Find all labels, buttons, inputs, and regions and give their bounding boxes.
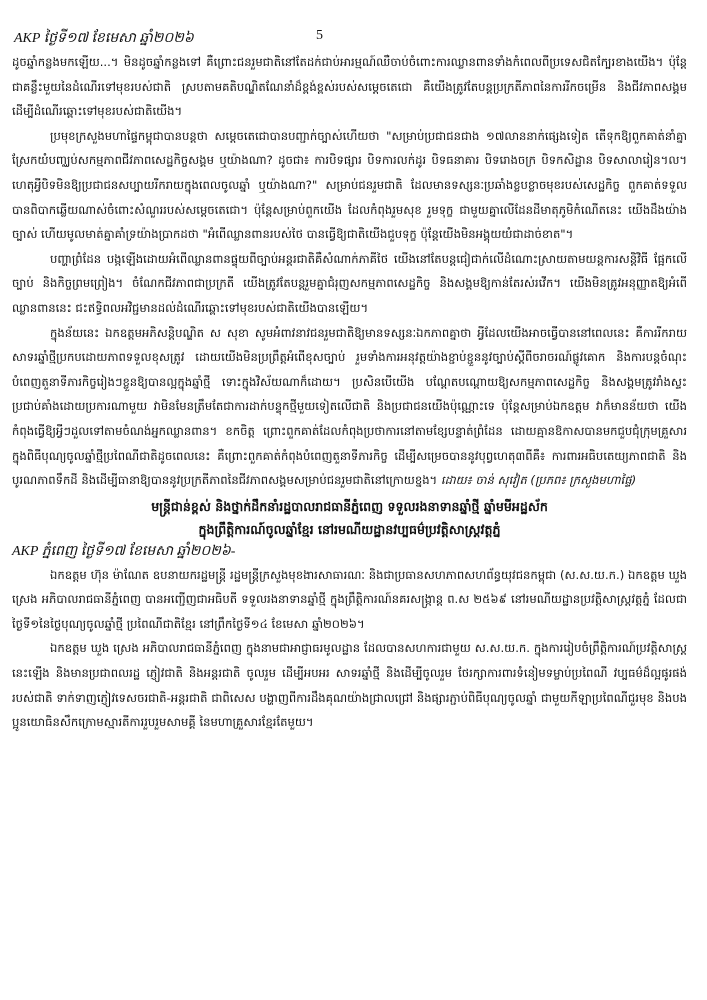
article-paragraph: ឯកឧត្តម ឃួង ស្រេង អភិបាលរាជធានីភ្នំពេញ ក្នុងនាមជាអាជ្ញាធរមូលដ្ឋាន ដែលបានសហការជាមួយ ស.ស.យ.ក. ក្នុងការរៀបចំព្រឹត្តិការណ៍ប្រវត្តិសាស្ត្រនេះឡើង និងមានប្រជាពលរដ្ឋ ភ្ញៀវជាតិ និងអន្តរជាតិ ចូលរួម ដើម្បីអបអរ សាទរឆ្នាំថ្មី និងដើម្បីចូលរួម ថែរក្សាការពារទំនៀមទម្លាប់ប្រពៃណី វប្បធម៌ដ៏ល្អផូរផង់របស់ជាតិ ទាក់ទាញភ្ញៀវទេសចរជាតិ-អន្តរជាតិ ជាពិសេស បង្ហាញពីការដឹងគុណយ៉ាងជ្រាលជ្រៅ និងផ្សារភ្ជាប់ពិធីបុណ្យចូលឆ្នាំ ជាមួយកីឡាប្រពៃណីជួរមុខ និងបងប្អូនយោធិនសឹកក្រោមស្មារតីការរួបរួមសាមគ្គី នៃមហាគ្រួសារខ្មែរតែមួយ។	[12, 641, 687, 730]
article-paragraph: ដូចឆ្នាំកន្លងមកឡើយ...។ មិនដូចឆ្នាំកន្លងទៅ គឺព្រោះជនរួមជាតិនៅតែដក់ជាប់អារម្មណ៍ឈឺចាប់ចំពោះការឈ្លានពានទាំងកំពេលពីប្រទេសជិតក្បែរខាងយើង។ ប៉ុន្តែជាគន្លឹះមួយនៃដំណើរទៅមុខរបស់ជាតិ ស្របតាមគតិបណ្ឌិតណែនាំដ៏ខ្ពង់ខ្ពស់របស់សម្តេចតេជោ គឺយើងត្រូវតែបន្តប្រក្រតីភាពនៃការរីកចម្រើន និងជីវភាពសង្គម ដើម្បីដំណើរឆ្ពោះទៅមុខរបស់ជាតិយើង។	[12, 55, 687, 119]
page-number: 5	[316, 28, 323, 43]
article-paragraph-text: ក្នុងន័យនេះ ឯកឧត្តមអភិសន្តិបណ្ឌិត ស សុខា សូមអំពាវនាវជនរួមជាតិឱ្យមានទស្សនៈឯកភាពគ្នាថា អ្វីដែលយើងអាចធ្វើបាននៅពេលនេះ គឺការរីករាយសាទរឆ្នាំថ្មីប្រកបដោយភាពទទួលខុសត្រូវ ដោយយើងមិនប្រព្រឹត្តអំពើខុសច្បាប់ រួមទាំងការអនុវត្តយ៉ាងខ្ជាប់ខ្ជួននូវច្បាប់ស្តីពីចរាចរណ៍ផ្លូវគោក និងការបន្តចំណុះបំពេញតួនាទីភារកិច្ចរៀងៗខ្លួនឱ្យបានល្អក្នុងឆ្នាំថ្មី ទោះក្នុងវិស័យណាក៏ដោយ។ ប្រសិនបើយើង បណ្តែតបណ្តោយឱ្យសកម្មភាពសេដ្ឋកិច្ច និងសង្គមត្រូវរាំងស្ទះ ប្រជាប់គាំងដោយប្រការណាមួយ វាមិនមែនត្រឹមតែជាការដាក់បន្ទុកថ្មីមួយទៀតលើជាតិ និងប្រជាជនយើងប៉ុណ្ណោះទេ ប៉ុន្តែសម្រាប់ឯកឧត្តម វាក៏មានន័យថា យើងកំពុងធ្វើឱ្យអ្វីៗដួលទៅតាមចំណង់អ្នកឈ្លានពាន។ ខកចិត្ត ព្រោះពួកគាត់ដែលកំពុងប្រថាការនៅតាមខ្សែបន្ទាត់ព្រំដែន ដោយគ្មានឱកាសបានមកជួបជុំក្រុមគ្រួសារក្នុងពិធីបុណ្យចូលឆ្នាំថ្មីប្រពៃណីជាតិដូចពេលនេះ គឺព្រោះពួកគាត់កំពុងបំពេញតួនាទីភារកិច្ច ដើម្បីសម្រេចបាននូវបុព្វហេតុ៣ពីគឺ៖ ការពារអធិបតេយ្យភាពជាតិ និងបូរណភាពទឹកដី និងដើម្បីធានាឱ្យបាននូវប្រក្រតីភាពនៃជីវភាពសង្គមសម្រាប់ជនរួមជាតិនៅក្រោយខ្នង។	[12, 325, 687, 488]
article-paragraph: បញ្ហាព្រំដែន បង្កឡើងដោយអំពើឈ្លានពានផ្ទុយពីច្បាប់អន្តរជាតិគឺសំណាក់ភាគីថៃ យើងនៅតែបន្តជៀជាក់លើដំណោះស្រាយតាមយន្តការសន្តិវិធី ផ្អែកលើច្បាប់ និងកិច្ចព្រមព្រៀង។ ចំណែកជីវភាពជាប្រក្រតី យើងត្រូវតែបន្តរួមគ្នាជំរុញសកម្មភាពសេដ្ឋកិច្ច និងសង្គមឱ្យកាន់តែរស់រវើក។ យើងមិនត្រូវអនុញ្ញាតឱ្យអំពើឈ្លានពាននេះ ជះឥទ្ធិពលអវិជ្ជមានដល់ដំណើរឆ្ពោះទៅមុខរបស់ជាតិយើងបានឡើយ។	[12, 251, 687, 315]
article-byline: ដោយ៖ ចាន់ សុវៀត (ប្រភព៖ ក្រសួងមហាផ្ទៃ)	[440, 473, 637, 488]
page-header	[12, 28, 687, 50]
article-paragraph	[12, 321, 687, 493]
source-dateline: AKP ថ្ងៃទី១៧ ខែមេសា ឆ្នាំ២០២៦	[14, 31, 194, 46]
article-2-headline	[12, 495, 687, 541]
headline-line-1: មន្ត្រីជាន់ខ្ពស់ និងថ្នាក់ដឹកនាំរដ្ឋបាលរាជធានីភ្នំពេញ ទទួលរងនាទានឆ្នាំថ្មី ឆ្នាំមមីអដ្ឋស័ក	[151, 498, 548, 514]
article-paragraph: ប្រមុខក្រសួងមហាផ្ទៃកម្ពុជាបានបន្តថា សម្តេចតេជោបានបញ្ជាក់ច្បាស់ហើយថា "សម្រាប់ប្រជាជនជាង ១៧លាននាក់ផ្សេងទៀត តើទុកឱ្យពួកគាត់នាំគ្នាស្រែកយំបញ្ឈប់សកម្មភាពជីវភាពសេដ្ឋកិច្ចសង្គម ឬយ៉ាងណា? ដូចជា៖ ការបិទផ្សារ បិទការលក់ដូរ បិទធនាគារ បិទរោងចក្រ បិទកសិដ្ឋាន បិទសាលារៀន។ល។ ហេតុអ្វីបិទមិនឱ្យប្រជាជនសប្បាយរីករាយក្នុងពេលចូលឆ្នាំ ឬយ៉ាងណា?" សម្រាប់ជនរួមជាតិ ដែលមានទស្សនៈប្រឆាំងខ្លបខ្លាចមុខរបស់សេដ្ឋកិច្ច ពួកគាត់ទទួលបានពិបាកឆ្លើយណាស់ចំពោះសំណួររបស់សម្តេចតេជោ។ ប៉ុន្តែសម្រាប់ពួកយើង ដែលកំពុងរួមសុខ រួមទុក្ខ ជាមួយគ្នាលើដែនដីមាតុភូមិកំណើតនេះ យើងដឹងយ៉ាងច្បាស់ ហើយមូលមាត់គ្នាគាំទ្រយ៉ាងប្រាកដថា "អំពើឈ្លានពានរបស់ថៃ បានធ្វើឱ្យជាតិយើងជួបទុក្ខ ប៉ុន្តែយើងមិនអង្គុយយំជាដាច់ខាត"។	[12, 128, 687, 242]
article-paragraph: ឯកឧត្តម ហ៊ុន ម៉ាណែត ឧបនាយករដ្ឋមន្ត្រី រដ្ឋមន្ត្រីក្រសួងមុខងារសាធារណៈ និងជាប្រធានសហភាពសហព័ន្ធយុវជនកម្ពុជា (ស.ស.យ.ក.) ឯកឧត្តម ឃួង ស្រេង អភិបាលរាជធានីភ្នំពេញ បានអញ្ជើញជាអធិបតី ទទួលរងនាទានឆ្នាំថ្មី ក្នុងព្រឹត្តិការណ៍នគរសង្ក្រាន្ត ព.ស ២៥៦៩ នៅរមណីយដ្ឋានប្រវត្តិសាស្ត្រវត្តភ្នំ ដែលជាថ្ងៃទី១នៃថ្ងៃបុណ្យចូលឆ្នាំថ្មី ប្រពៃណីជាតិខ្មែរ នៅព្រឹកថ្ងៃទី១៤ ខែមេសា ឆ្នាំ២០២៦។	[12, 567, 687, 631]
headline-line-2: ក្នុងព្រឹត្តិការណ៍ចូលឆ្នាំខ្មែរ នៅរមណីយដ្ឋានវប្បធម៌ប្រវត្តិសាស្ត្រវត្តភ្នំ	[198, 521, 501, 537]
article-2-dateline: AKP ភ្នំពេញ ថ្ងៃទី១៧ ខែមេសា ឆ្នាំ២០២៦-	[12, 543, 236, 559]
article-1	[12, 50, 687, 493]
article-2	[12, 563, 687, 735]
